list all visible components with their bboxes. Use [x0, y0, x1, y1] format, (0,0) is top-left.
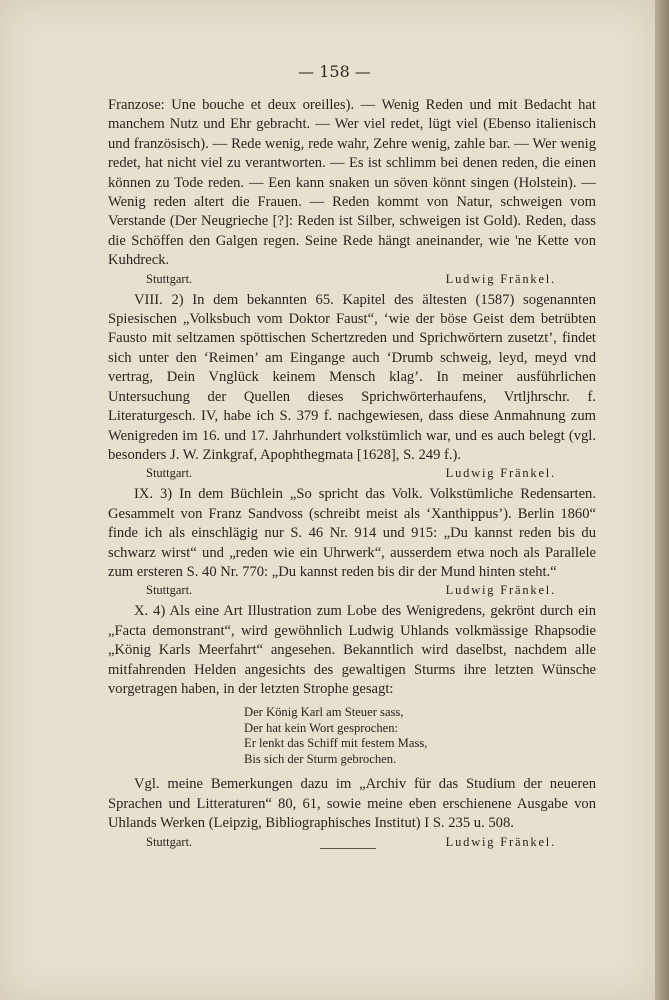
signature-place: Stuttgart. — [146, 583, 193, 598]
poem-line: Bis sich der Sturm gebrochen. — [244, 751, 397, 766]
page-edge — [655, 0, 669, 1000]
poem-quote — [244, 705, 596, 767]
entry-text: Vgl. meine Bemerkungen dazu im „Archiv für das Studium der neueren Sprachen und Litteraturen“ 80, 61, sowie meine eben erschienene Ausgabe von Uhlands Werken (Leipzig, Bibliographisches Institut) I S. 235 u. 508. — [108, 776, 596, 832]
signature-place: Stuttgart. — [146, 834, 193, 849]
poem-line: Der König Karl am Steuer sass, — [244, 705, 404, 720]
poem-line: Der hat kein Wort gesprochen: — [244, 720, 399, 735]
signature-place: Stuttgart. — [146, 271, 193, 286]
signature-author: Ludwig Fränkel. — [445, 466, 556, 481]
signature — [108, 466, 596, 481]
signature-author: Ludwig Fränkel. — [445, 583, 556, 598]
entry-text: Franzose: Une bouche et deux oreilles). — Wenig Reden und mit Bedacht hat manchem Nutz und Ehr gebracht. — Wer viel redet, lügt viel (Ebenso italienisch und französisch). — Rede wenig, rede wahr, Zehre wenig, zahle bar. — Wer wenig redet, hat nicht viel zu verantworten. — Es ist schlimm bei denen reden, die einen können zu Tode reden. — Een kann snaken un söven könnt singen (Holstein). — Wenig reden altert die Frauen. — Reden kommt von Natur, schweigen vom Verstande (Der Neugrieche [?]: Reden ist Silber, schweigen ist Gold). Reden, dass die Schöffen den Galgen regen. Seine Rede hängt aneinander, wie 'ne Kette von Kuhdreck. — [108, 97, 596, 269]
signature — [108, 583, 596, 598]
page-body — [108, 96, 596, 854]
poem-line: Er lenkt das Schiff mit festem Mass, — [244, 736, 428, 751]
entry-text: VIII. 2) In dem bekannten 65. Kapitel des ältesten (1587) sogenannten Spiesischen „Volksbuch vom Doktor Faust“, ‘wie der böse Geist dem betrübten Fausto mit seltzamen spöttischen Schertzreden und Sprichwörtern zusetzt’, findet sich unter den ‘Reimen’ am Eingange auch ‘Drumb schweig, leyd, meyd vnd vertrag, Dein Vnglück keinem Mensch klag’. In meiner ausführlichen Untersuchung der Quellen dieses Sprichwörterhaufens, Vrtljhrschr. f. Literaturgesch. IV, habe ich S. 379 f. nachgewiesen, dass diese Anmahnung zum Wenigreden im 16. und 17. Jahrhundert volkstümlich war, und es auch belegt (vgl. besonders J. W. Zinkgraf, Apophthegmata [1628], S. 249 f.). — [108, 291, 596, 463]
end-rule — [320, 848, 376, 849]
page-number: — 158 — — [298, 62, 371, 81]
signature-place: Stuttgart. — [146, 466, 193, 481]
signature-author: Ludwig Fränkel. — [445, 834, 556, 849]
entry-text: X. 4) Als eine Art Illustration zum Lobe des Wenigredens, gekrönt durch ein „Facta demonstrant“, wird gewöhnlich Ludwig Uhlands volkmässige Rhapsodie „König Karls Meerfahrt“ angesehen. Bekanntlich wird daselbst, nachdem alle mitfahrenden Helden angesichts des gewaltigen Sturms ihre letzten Wünsche vorgetragen haben, in der letzten Strophe gesagt: — [108, 603, 596, 697]
signature — [108, 272, 596, 287]
signature-author: Ludwig Fränkel. — [445, 271, 556, 286]
entry-text: IX. 3) In dem Büchlein „So spricht das Volk. Volkstümliche Redensarten. Gesammelt von Franz Sandvoss (schreibt meist als ‘Xanthippus’). Berlin 1860“ finde ich als einschlägig nur S. 46 Nr. 914 und 915: „Du kannst reden bis du schwarz wirst“ und „reden wie ein Uhrwerk“, ausserdem etwa noch als Parallele zum ersteren S. 40 Nr. 770: „Du kannst reden bis dir der Mund hinten steht.“ — [108, 486, 596, 580]
